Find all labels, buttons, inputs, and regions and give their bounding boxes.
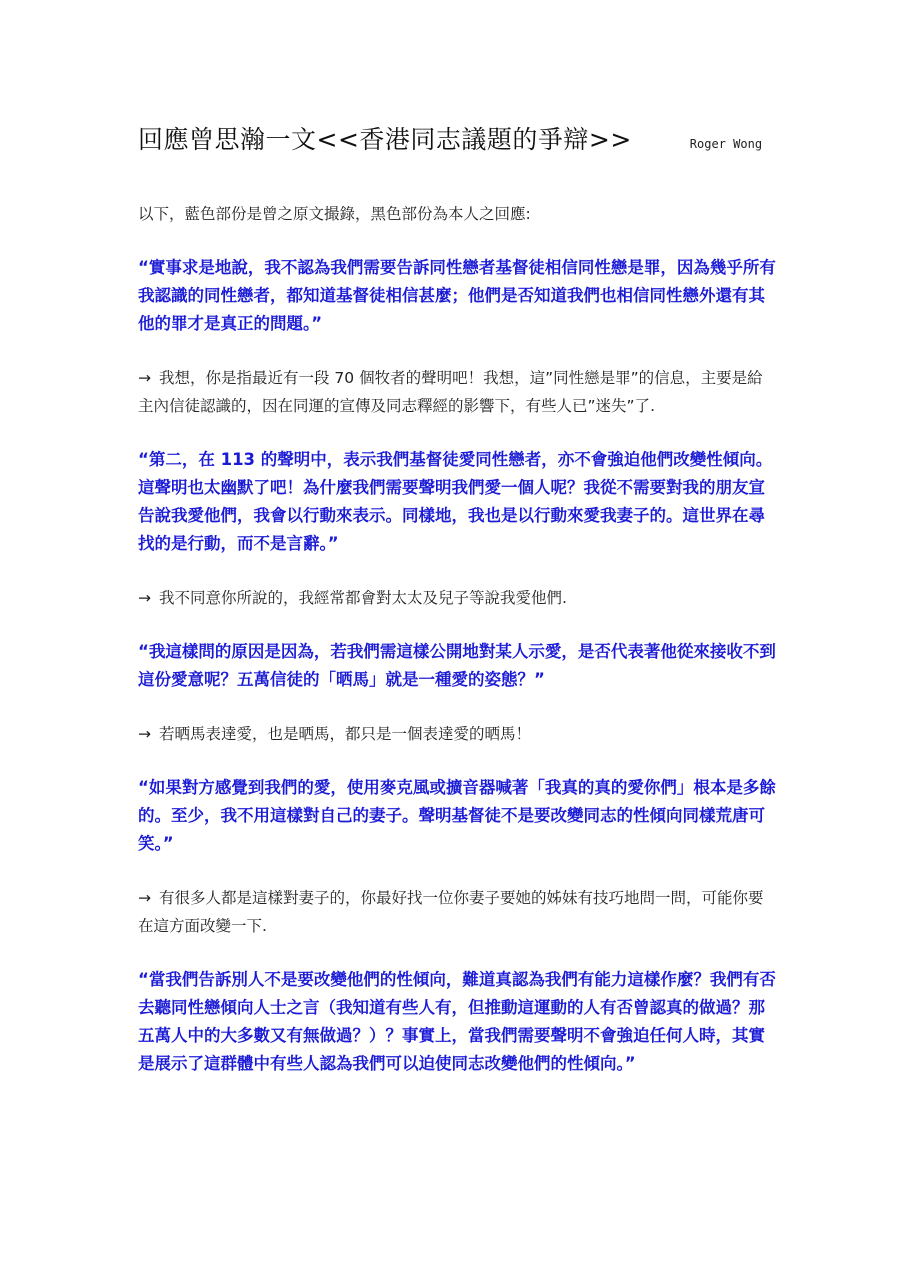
reply-text: 有很多人都是這樣對妻子的，你最好找一位你妻子要她的姊妹有技巧地問一問，可能你要在這方面改變一下. xyxy=(138,889,764,935)
arrow-icon: → xyxy=(138,725,151,743)
document-page xyxy=(138,120,778,1104)
quote-paragraph: “如果對方感覺到我們的愛，使用麥克風或擴音器喊著「我真的真的愛你們」根本是多餘的。至少，我不用這樣對自己的妻子。聲明基督徒不是要改變同志的性傾向同樣荒唐可笑。” xyxy=(138,778,776,853)
intro-paragraph: 以下，藍色部份是曾之原文撮錄，黑色部份為本人之回應: xyxy=(138,205,531,223)
reply-paragraph xyxy=(138,364,778,420)
quote-paragraph: “實事求是地說，我不認為我們需要告訴同性戀者基督徒相信同性戀是罪，因為幾乎所有我認識的同性戀者，都知道基督徒相信甚麼；他們是否知道我們也相信同性戀外還有其他的罪才是真正的問題。” xyxy=(138,258,776,333)
title-row xyxy=(138,120,778,156)
reply-paragraph xyxy=(138,720,778,748)
arrow-icon: → xyxy=(138,889,151,907)
reply-paragraph xyxy=(138,584,778,612)
reply-paragraph xyxy=(138,884,778,940)
quote-paragraph: “當我們告訴別人不是要改變他們的性傾向，難道真認為我們有能力這樣作麼？我們有否去聽同性戀傾向人士之言（我知道有些人有，但推動這運動的人有否曾認真的做過？那五萬人中的大多數又有無做過？）？事實上，當我們需要聲明不會強迫任何人時，其實是展示了這群體中有些人認為我們可以迫使同志改變他們的性傾向。” xyxy=(138,970,776,1073)
arrow-icon: → xyxy=(138,589,151,607)
reply-text: 我想，你是指最近有一段 70 個牧者的聲明吧！我想，這”同性戀是罪”的信息，主要是給主內信徒認識的，因在同運的宣傳及同志釋經的影響下，有些人已”迷失”了. xyxy=(138,369,763,415)
quote-paragraph: “第二，在 113 的聲明中，表示我們基督徒愛同性戀者，亦不會強迫他們改變性傾向。這聲明也太幽默了吧！為什麼我們需要聲明我們愛一個人呢？我從不需要對我的朋友宣告說我愛他們，我會以行動來表示。同樣地，我也是以行動來愛我妻子的。這世界在尋找的是行動，而不是言辭。” xyxy=(138,450,773,553)
reply-text: 我不同意你所說的，我經常都會對太太及兒子等說我愛他們. xyxy=(159,589,567,607)
author-name: Roger Wong xyxy=(689,137,763,151)
document-title: 回應曾思瀚一文<<香港同志議題的爭辯>> xyxy=(138,125,632,154)
quote-paragraph: “我這樣問的原因是因為，若我們需這樣公開地對某人示愛，是否代表著他從來接收不到這份愛意呢？五萬信徒的「晒馬」就是一種愛的姿態？” xyxy=(138,642,776,689)
arrow-icon: → xyxy=(138,369,151,387)
reply-text: 若晒馬表達愛，也是晒馬，都只是一個表達愛的晒馬！ xyxy=(159,725,532,743)
